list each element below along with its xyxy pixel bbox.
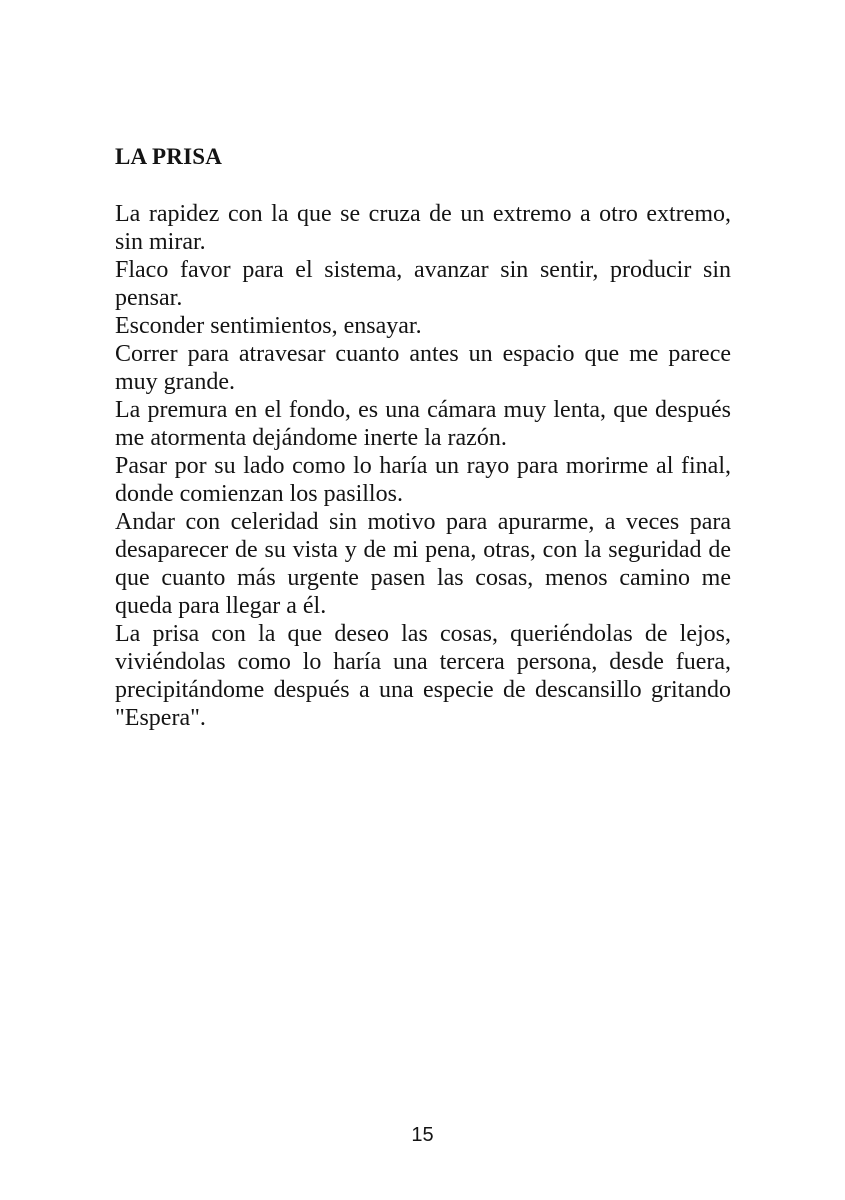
text-line: La rapidez con la que se cruza de un extremo a otro extremo, [115, 201, 731, 227]
text-line: Pasar por su lado como lo haría un rayo para morirme al final, [115, 453, 731, 479]
text-line: muy grande. [115, 369, 235, 395]
paragraph [115, 200, 731, 256]
body-paragraphs [115, 200, 731, 732]
text-line: La prisa con la que deseo las cosas, queriéndolas de lejos, [115, 621, 731, 647]
text-block [115, 143, 731, 732]
paragraph [115, 256, 731, 312]
text-line: que cuanto más urgente pasen las cosas, menos camino me [115, 565, 731, 591]
text-line: desaparecer de su vista y de mi pena, otras, con la seguridad de [115, 537, 731, 563]
text-line: me atormenta dejándome inerte la razón. [115, 425, 507, 451]
text-line: viviéndolas como lo haría una tercera persona, desde fuera, [115, 649, 731, 675]
text-line: Andar con celeridad sin motivo para apurarme, a veces para [115, 509, 731, 535]
paragraph [115, 312, 731, 340]
paragraph [115, 620, 731, 732]
paragraph [115, 340, 731, 396]
text-line: La premura en el fondo, es una cámara muy lenta, que después [115, 397, 731, 423]
text-line: queda para llegar a él. [115, 593, 327, 619]
text-line: pensar. [115, 285, 183, 311]
text-line: precipitándome después a una especie de descansillo gritando [115, 677, 731, 703]
paragraph [115, 452, 731, 508]
text-line: donde comienzan los pasillos. [115, 481, 403, 507]
text-line: Correr para atravesar cuanto antes un espacio que me parece [115, 341, 731, 367]
paragraph [115, 508, 731, 620]
page-number: 15 [411, 1124, 434, 1146]
chapter-title: LA PRISA [115, 144, 223, 169]
text-line: sin mirar. [115, 229, 206, 255]
text-line: Flaco favor para el sistema, avanzar sin sentir, producir sin [115, 257, 731, 283]
paragraph [115, 396, 731, 452]
text-line: "Espera". [115, 705, 206, 731]
text-line: Esconder sentimientos, ensayar. [115, 313, 422, 339]
